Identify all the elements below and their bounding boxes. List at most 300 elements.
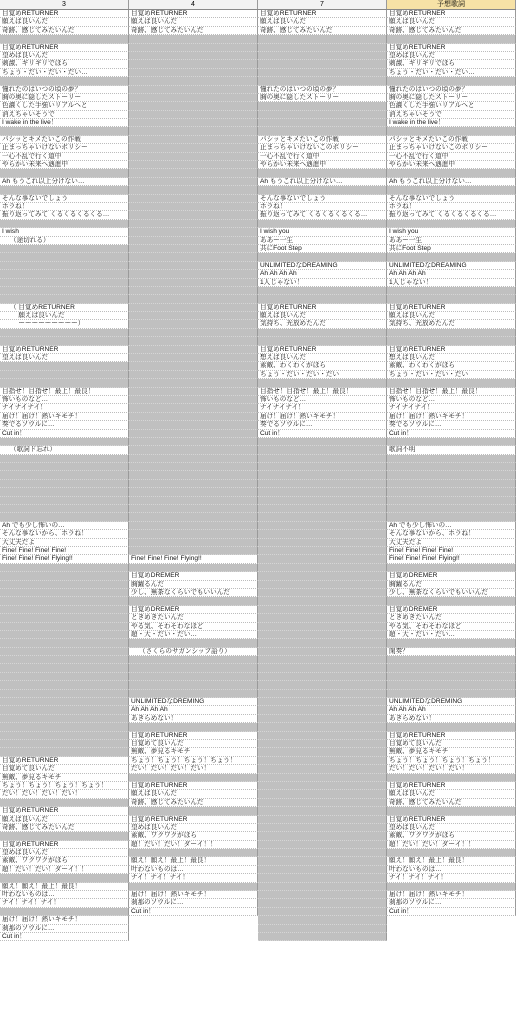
cell[interactable] — [387, 127, 516, 135]
cell[interactable]: だい！だい！だい！だい！ — [387, 765, 516, 773]
cell[interactable]: 奇跡、感じてみたいんだ — [0, 824, 129, 832]
cell[interactable]: UNLIMITEDなDREAMING — [258, 262, 387, 270]
cell[interactable] — [0, 262, 129, 270]
cell[interactable] — [258, 69, 387, 77]
cell[interactable]: 大丈夫だよ — [0, 539, 129, 547]
cell[interactable] — [258, 480, 387, 488]
cell[interactable]: あきらめない！ — [387, 715, 516, 723]
cell[interactable] — [0, 186, 129, 194]
cell[interactable]: 振り返ってみて くるくるくるくる… — [0, 211, 129, 219]
cell[interactable]: そんな事ないから、ホラね！ — [0, 530, 129, 538]
cell[interactable] — [129, 211, 258, 219]
cell[interactable] — [129, 681, 258, 689]
cell[interactable] — [258, 530, 387, 538]
cell[interactable] — [387, 690, 516, 698]
cell[interactable]: 望めば良いんだ — [387, 52, 516, 60]
cell[interactable]: 望えば良いんだ — [0, 354, 129, 362]
cell[interactable]: 目覚めRETURNER — [387, 732, 516, 740]
cell[interactable] — [387, 295, 516, 303]
cell[interactable] — [387, 513, 516, 521]
cell[interactable] — [129, 245, 258, 253]
cell[interactable] — [129, 413, 258, 421]
cell[interactable]: 願えば良いんだ — [258, 18, 387, 26]
cell[interactable] — [258, 455, 387, 463]
cell[interactable]: だい！だい！だい！だい！ — [0, 790, 129, 798]
cell[interactable] — [258, 111, 387, 119]
cell[interactable] — [0, 371, 129, 379]
cell[interactable]: 素敵、わくわくがほら — [387, 362, 516, 370]
cell[interactable] — [0, 740, 129, 748]
cell[interactable]: UNLIMITEDなDREMING — [387, 698, 516, 706]
cell[interactable] — [387, 564, 516, 572]
cell[interactable] — [129, 774, 258, 782]
cell[interactable]: やらかい未来へ邁進中 — [387, 161, 516, 169]
cell[interactable]: 目覚めDREMER — [129, 572, 258, 580]
cell[interactable]: 願え！願え！最上！最良！ — [129, 857, 258, 865]
cell[interactable]: 素敵、ワクワクがほら — [129, 832, 258, 840]
cell[interactable] — [129, 237, 258, 245]
cell[interactable] — [258, 35, 387, 43]
cell[interactable]: 止まっちゃいけないこのポリシー — [387, 144, 516, 152]
cell[interactable] — [258, 547, 387, 555]
cell[interactable] — [258, 438, 387, 446]
cell[interactable] — [129, 505, 258, 513]
cell[interactable] — [0, 497, 129, 505]
cell[interactable]: 素敵、ワクワクがほら — [0, 857, 129, 865]
cell[interactable] — [387, 807, 516, 815]
cell[interactable]: 目覚めDREMER — [387, 572, 516, 580]
cell[interactable]: 胸躍るんだ — [387, 581, 516, 589]
cell[interactable] — [0, 362, 129, 370]
cell[interactable] — [0, 513, 129, 521]
cell[interactable] — [0, 35, 129, 43]
cell[interactable] — [129, 136, 258, 144]
cell[interactable]: 怖いものなど… — [0, 396, 129, 404]
cell[interactable] — [129, 35, 258, 43]
cell[interactable] — [129, 455, 258, 463]
cell[interactable]: 願えば良いんだ — [129, 18, 258, 26]
cell[interactable] — [387, 849, 516, 857]
cell[interactable]: 1人じゃない！ — [258, 279, 387, 287]
cell[interactable] — [129, 522, 258, 530]
cell[interactable] — [129, 488, 258, 496]
cell[interactable] — [258, 698, 387, 706]
cell[interactable]: 大丈夫だよ — [387, 539, 516, 547]
cell[interactable] — [258, 253, 387, 261]
cell[interactable] — [129, 279, 258, 287]
cell[interactable] — [0, 664, 129, 672]
cell[interactable] — [258, 589, 387, 597]
cell[interactable] — [129, 169, 258, 177]
cell[interactable] — [0, 295, 129, 303]
cell[interactable]: （さくらのサガンシップ語り） — [129, 648, 258, 656]
cell[interactable]: 想えば良いんだ — [258, 354, 387, 362]
cell[interactable] — [129, 471, 258, 479]
cell[interactable]: 振り返ってみて くるくるくるくる… — [387, 211, 516, 219]
cell[interactable] — [129, 656, 258, 664]
cell[interactable] — [258, 295, 387, 303]
cell[interactable]: 少し、無茶なくらいでもいいんだ — [129, 589, 258, 597]
cell[interactable] — [129, 396, 258, 404]
cell[interactable] — [258, 102, 387, 110]
cell[interactable]: Ah でも少し怖いの… — [387, 522, 516, 530]
column-header-7[interactable]: 7 — [258, 0, 387, 9]
cell[interactable] — [258, 606, 387, 614]
cell[interactable] — [387, 287, 516, 295]
cell[interactable] — [0, 908, 129, 916]
cell[interactable] — [129, 547, 258, 555]
cell[interactable] — [387, 488, 516, 496]
cell[interactable] — [129, 44, 258, 52]
cell[interactable]: やる気、そわそわなほど — [387, 623, 516, 631]
cell[interactable]: 気持ち、光放めたんだ — [387, 320, 516, 328]
cell[interactable] — [258, 916, 387, 924]
cell[interactable] — [258, 497, 387, 505]
cell[interactable] — [0, 631, 129, 639]
cell[interactable]: UNLIMITEDなDREMING — [129, 698, 258, 706]
cell[interactable] — [129, 111, 258, 119]
cell[interactable] — [258, 874, 387, 882]
cell[interactable]: 目覚めRETURNER — [258, 346, 387, 354]
cell[interactable]: 目覚めRETURNER — [129, 816, 258, 824]
cell[interactable] — [387, 664, 516, 672]
cell[interactable] — [129, 379, 258, 387]
cell[interactable]: 止まっちゃいけないこのポリシー — [258, 144, 387, 152]
cell[interactable]: 叶わないものは… — [0, 891, 129, 899]
cell[interactable]: 叶わないものは… — [129, 866, 258, 874]
cell[interactable] — [258, 891, 387, 899]
column-header-3[interactable]: 3 — [0, 0, 129, 9]
cell[interactable] — [387, 639, 516, 647]
cell[interactable] — [0, 471, 129, 479]
cell[interactable]: ナイ！ナイ！ナイ！ — [0, 899, 129, 907]
cell[interactable] — [387, 774, 516, 782]
cell[interactable] — [129, 438, 258, 446]
cell[interactable] — [129, 186, 258, 194]
cell[interactable]: Ah Ah Ah Ah — [387, 270, 516, 278]
cell[interactable] — [129, 144, 258, 152]
cell[interactable]: ちょう！ちょう！ちょう！ちょう！ — [129, 757, 258, 765]
cell[interactable]: 超・大・だい・だい… — [129, 631, 258, 639]
cell[interactable]: やらかい未来へ邁進中 — [258, 161, 387, 169]
cell[interactable] — [129, 228, 258, 236]
cell[interactable] — [258, 765, 387, 773]
cell[interactable]: ちょう！ちょう！ちょう！ちょう！ — [387, 757, 516, 765]
cell[interactable]: 望めば良いんだ — [387, 824, 516, 832]
cell[interactable] — [129, 119, 258, 127]
cell[interactable] — [258, 790, 387, 798]
cell[interactable] — [129, 404, 258, 412]
cell[interactable] — [258, 119, 387, 127]
cell[interactable]: 目覚めRETURNER — [129, 10, 258, 18]
cell[interactable]: Ah でも少し怖いの… — [0, 522, 129, 530]
cell[interactable] — [0, 874, 129, 882]
cell[interactable] — [0, 480, 129, 488]
cell[interactable]: Ah もうこれ以上分けない… — [387, 178, 516, 186]
cell[interactable] — [258, 799, 387, 807]
cell[interactable]: I wake in the live！ — [0, 119, 129, 127]
cell[interactable] — [129, 253, 258, 261]
column-header-4[interactable]: 4 — [129, 0, 258, 9]
cell[interactable] — [129, 539, 258, 547]
cell[interactable] — [0, 723, 129, 731]
cell[interactable] — [0, 253, 129, 261]
cell[interactable] — [0, 581, 129, 589]
cell[interactable] — [258, 572, 387, 580]
cell[interactable]: 刹那のソウルに… — [0, 925, 129, 933]
cell[interactable] — [129, 270, 258, 278]
cell[interactable] — [0, 656, 129, 664]
cell[interactable]: 怖いものなど… — [387, 396, 516, 404]
cell[interactable] — [258, 52, 387, 60]
cell[interactable]: 消えちゃいそうで — [0, 111, 129, 119]
cell[interactable] — [387, 253, 516, 261]
cell[interactable] — [258, 849, 387, 857]
cell[interactable]: ホラね！ — [0, 203, 129, 211]
cell[interactable]: 望めば良いんだ — [129, 824, 258, 832]
cell[interactable]: ナイナイナイ！ — [0, 404, 129, 412]
cell[interactable]: ときめきたいんだ — [387, 614, 516, 622]
cell[interactable] — [129, 337, 258, 345]
cell[interactable] — [258, 782, 387, 790]
cell[interactable] — [129, 564, 258, 572]
cell[interactable] — [258, 522, 387, 530]
cell[interactable]: 願えば良いんだ — [129, 790, 258, 798]
cell[interactable] — [129, 421, 258, 429]
cell[interactable]: そんな事ないでしょう — [0, 195, 129, 203]
cell[interactable] — [129, 320, 258, 328]
cell[interactable]: 胸躍るんだ — [129, 581, 258, 589]
cell[interactable] — [258, 77, 387, 85]
cell[interactable]: 憧れたのはいつの頃の夢？ — [258, 86, 387, 94]
cell[interactable]: I wish you — [258, 228, 387, 236]
cell[interactable]: 届け！届け！熱いキモチ！ — [387, 413, 516, 421]
cell[interactable]: Cut in！ — [0, 430, 129, 438]
cell[interactable] — [0, 715, 129, 723]
cell[interactable] — [0, 463, 129, 471]
cell[interactable]: 奇跡、感じてみたいんだ — [258, 27, 387, 35]
cell[interactable]: Cut in！ — [387, 908, 516, 916]
cell[interactable] — [129, 69, 258, 77]
cell[interactable]: 想えば良いんだ — [387, 354, 516, 362]
cell[interactable]: Ah もうこれ以上分けない… — [0, 178, 129, 186]
cell[interactable]: 目覚めRETURNER — [258, 304, 387, 312]
cell[interactable]: 奇跡、感じてみたいんだ — [0, 27, 129, 35]
cell[interactable] — [0, 438, 129, 446]
cell[interactable] — [0, 639, 129, 647]
cell[interactable] — [258, 329, 387, 337]
cell[interactable] — [258, 933, 387, 941]
cell[interactable]: 超！だい！だい！ダーイ！！ — [387, 841, 516, 849]
cell[interactable]: 目指せ！目指せ！最上！最良！ — [0, 388, 129, 396]
cell[interactable] — [129, 329, 258, 337]
cell[interactable]: 素敵、わくわくがほら — [258, 362, 387, 370]
cell[interactable]: 目覚めRETURNER — [0, 10, 129, 18]
cell[interactable] — [0, 245, 129, 253]
cell[interactable] — [0, 706, 129, 714]
cell[interactable] — [0, 337, 129, 345]
cell[interactable] — [258, 723, 387, 731]
cell[interactable] — [258, 169, 387, 177]
cell[interactable] — [0, 799, 129, 807]
cell[interactable] — [0, 606, 129, 614]
cell[interactable] — [258, 44, 387, 52]
cell[interactable] — [258, 446, 387, 454]
cell[interactable] — [258, 673, 387, 681]
cell[interactable] — [129, 102, 258, 110]
cell[interactable] — [0, 287, 129, 295]
cell[interactable]: ホラね！ — [258, 203, 387, 211]
cell[interactable]: 刺激、ギリギリでほら — [387, 60, 516, 68]
cell[interactable]: 胸の奥に隠したストーリー — [0, 94, 129, 102]
cell[interactable] — [0, 648, 129, 656]
cell[interactable]: 刺激、ギリギリでほら — [0, 60, 129, 68]
cell[interactable] — [129, 497, 258, 505]
cell[interactable]: あきらめない！ — [129, 715, 258, 723]
cell[interactable] — [387, 673, 516, 681]
cell[interactable] — [0, 169, 129, 177]
cell[interactable] — [129, 262, 258, 270]
cell[interactable]: 目覚めRETURNER — [387, 816, 516, 824]
cell[interactable]: だい！だい！だい！だい！ — [129, 765, 258, 773]
cell[interactable]: 目覚めて良いんだ — [0, 765, 129, 773]
cell[interactable] — [258, 287, 387, 295]
cell[interactable]: I wish you — [387, 228, 516, 236]
cell[interactable]: 望めば良いんだ — [0, 849, 129, 857]
cell[interactable]: I wake in the live！ — [387, 119, 516, 127]
cell[interactable] — [0, 564, 129, 572]
cell[interactable] — [387, 463, 516, 471]
cell[interactable] — [0, 681, 129, 689]
cell[interactable] — [258, 379, 387, 387]
cell[interactable]: 願えば良いんだ — [0, 18, 129, 26]
cell[interactable] — [0, 488, 129, 496]
cell[interactable]: Cut in！ — [387, 430, 516, 438]
cell[interactable] — [258, 732, 387, 740]
cell[interactable] — [258, 127, 387, 135]
cell[interactable]: 奏でるソウルに… — [258, 421, 387, 429]
cell[interactable]: 超！だい！だい！ダーイ！！ — [129, 841, 258, 849]
cell[interactable] — [129, 388, 258, 396]
cell[interactable]: Fine! Fine! Fine! Flying!! — [129, 555, 258, 563]
cell[interactable]: ーーーーーーーーー） — [0, 320, 129, 328]
cell[interactable]: 望めば良いんだ — [0, 52, 129, 60]
cell[interactable]: Ah Ah Ah Ah — [387, 706, 516, 714]
cell[interactable] — [129, 673, 258, 681]
cell[interactable] — [258, 841, 387, 849]
cell[interactable] — [129, 312, 258, 320]
cell[interactable] — [0, 748, 129, 756]
cell[interactable]: 共にFoot Step — [258, 245, 387, 253]
cell[interactable] — [0, 77, 129, 85]
cell[interactable]: 目覚めRETURNER — [258, 10, 387, 18]
cell[interactable] — [387, 471, 516, 479]
cell[interactable] — [129, 295, 258, 303]
cell[interactable] — [258, 757, 387, 765]
cell[interactable] — [0, 623, 129, 631]
cell[interactable] — [129, 690, 258, 698]
cell[interactable]: 目覚めて良いんだ — [129, 740, 258, 748]
cell[interactable] — [0, 379, 129, 387]
cell[interactable] — [129, 77, 258, 85]
cell[interactable]: 目覚めRETURNER — [387, 346, 516, 354]
cell[interactable] — [129, 153, 258, 161]
cell[interactable]: 色濃くした手強いリアルへと — [0, 102, 129, 110]
cell[interactable] — [129, 530, 258, 538]
cell[interactable] — [0, 505, 129, 513]
cell[interactable]: Fine! Fine! Fine! Flying!! — [0, 555, 129, 563]
cell[interactable]: 目覚めRETURNER — [0, 757, 129, 765]
cell[interactable]: Ah Ah Ah Ah — [258, 270, 387, 278]
cell[interactable]: Fine! Fine! Fine! Fine! — [387, 547, 516, 555]
cell[interactable] — [258, 555, 387, 563]
cell[interactable] — [258, 539, 387, 547]
cell[interactable] — [387, 35, 516, 43]
cell[interactable]: 消えちゃいそうで — [387, 111, 516, 119]
cell[interactable]: 無敵、夢見るキモチ — [0, 774, 129, 782]
cell[interactable] — [129, 127, 258, 135]
cell[interactable]: 目覚めRETURNER — [387, 10, 516, 18]
cell[interactable] — [258, 471, 387, 479]
cell[interactable] — [258, 866, 387, 874]
column-header-expected-lyrics[interactable]: 予想歌詞 — [387, 0, 516, 9]
cell[interactable] — [0, 673, 129, 681]
cell[interactable]: 届け！届け！熱いキモチ！ — [129, 891, 258, 899]
cell[interactable]: 奇跡、感じてみたいんだ — [129, 27, 258, 35]
cell[interactable]: Ah もうこれ以上分けない… — [258, 178, 387, 186]
cell[interactable] — [129, 178, 258, 186]
cell[interactable]: 閑奏？ — [387, 648, 516, 656]
cell[interactable] — [258, 220, 387, 228]
cell[interactable]: 願えば良いんだ — [0, 312, 129, 320]
cell[interactable] — [0, 455, 129, 463]
cell[interactable] — [258, 715, 387, 723]
cell[interactable]: 止まっちゃいけないポリシー — [0, 144, 129, 152]
cell[interactable] — [0, 698, 129, 706]
cell[interactable]: Cut in！ — [258, 430, 387, 438]
cell[interactable] — [129, 597, 258, 605]
cell[interactable]: 目覚めて良いんだ — [387, 740, 516, 748]
cell[interactable] — [258, 614, 387, 622]
cell[interactable] — [258, 656, 387, 664]
cell[interactable] — [0, 220, 129, 228]
cell[interactable]: ナイナイナイ！ — [387, 404, 516, 412]
cell[interactable]: UNLIMITEDなDREAMING — [387, 262, 516, 270]
cell[interactable]: 目覚めRETURNER — [0, 807, 129, 815]
cell[interactable] — [258, 337, 387, 345]
cell[interactable] — [258, 623, 387, 631]
cell[interactable]: 1人じゃない！ — [387, 279, 516, 287]
cell[interactable] — [258, 740, 387, 748]
cell[interactable]: 無敵、夢見るキモチ — [129, 748, 258, 756]
cell[interactable] — [129, 203, 258, 211]
cell[interactable]: Fine! Fine! Fine! Fine! — [0, 547, 129, 555]
cell[interactable] — [258, 463, 387, 471]
cell[interactable]: I wish — [0, 228, 129, 236]
cell[interactable]: Cut in！ — [0, 933, 129, 941]
cell[interactable] — [258, 832, 387, 840]
cell[interactable]: 目覚めRETURNER — [0, 44, 129, 52]
cell[interactable]: そんな事ないから、ホラね！ — [387, 530, 516, 538]
cell[interactable]: 怖いものなど… — [258, 396, 387, 404]
cell[interactable] — [0, 614, 129, 622]
cell[interactable] — [0, 279, 129, 287]
cell[interactable]: 目覚めRETURNER — [387, 782, 516, 790]
cell[interactable]: 奇跡、感じてみたいんだ — [129, 799, 258, 807]
cell[interactable]: 共にFoot Step — [387, 245, 516, 253]
cell[interactable] — [258, 774, 387, 782]
cell[interactable]: 叶わないものは… — [387, 866, 516, 874]
